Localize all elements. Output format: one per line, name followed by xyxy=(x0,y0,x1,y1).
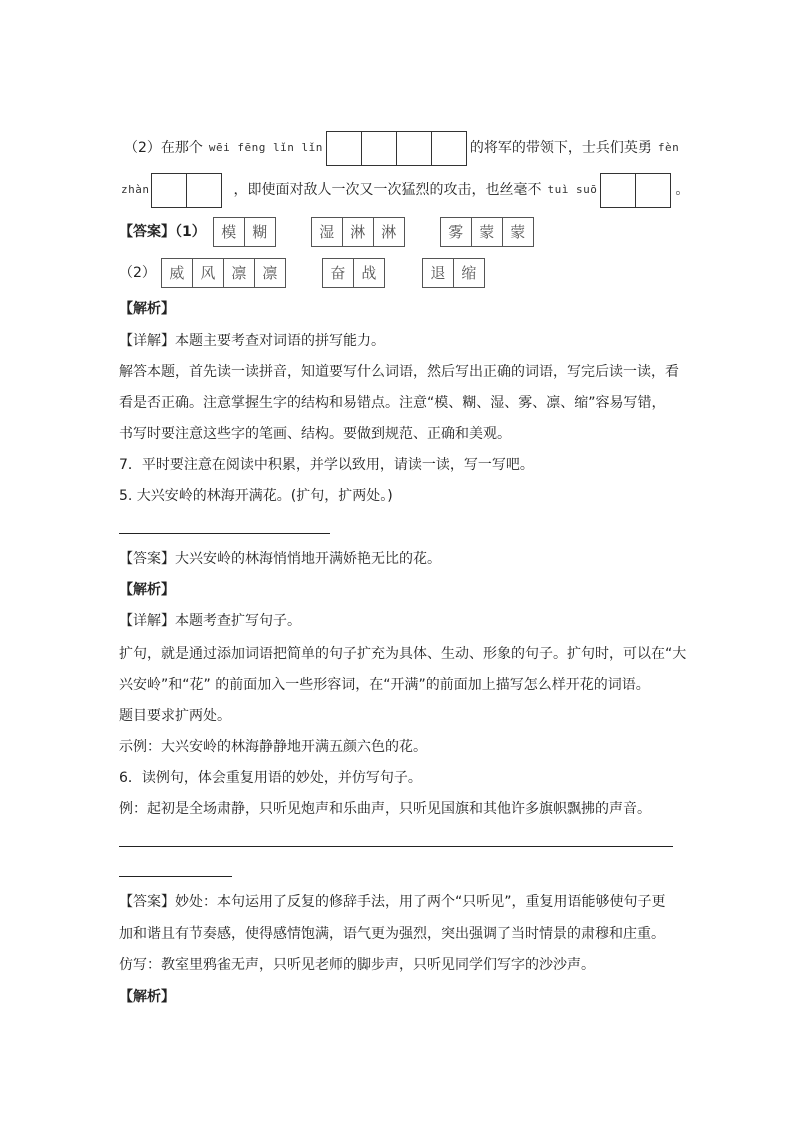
answer-2-group-1 xyxy=(162,258,286,288)
answer-6c: 仿写：教室里鸦雀无声，只听见老师的脚步声，只听见同学们写字的沙沙声。 xyxy=(119,957,595,973)
answer-char: 奋 xyxy=(322,258,354,288)
answer-1-row xyxy=(119,216,534,247)
answer-box[interactable] xyxy=(635,173,671,208)
answer-boxes-4[interactable] xyxy=(327,131,467,166)
explain-1b: 看是否正确。注意掌握生字的结构和易错点。注意“模、糊、湿、雾、凛、缩”容易写错， xyxy=(119,395,666,411)
analysis-heading-3: 【解析】 xyxy=(119,989,175,1005)
question-5: 5. 大兴安岭的林海开满花。(扩句，扩两处。) xyxy=(119,488,393,504)
question-2-prefix: （2）在那个 xyxy=(124,140,203,156)
answer-1-group-1 xyxy=(214,217,276,247)
pinyin-wei-feng-lin-lin: wēi fēng lǐn lǐn xyxy=(208,141,323,154)
pinyin-fen: fèn xyxy=(657,141,680,154)
pinyin-tui-suo: tuì suō xyxy=(547,183,598,196)
answer-box[interactable] xyxy=(431,131,467,166)
answer-char: 退 xyxy=(422,258,454,288)
answer-2-label: （2） xyxy=(119,264,156,281)
question-6: 6．读例句，体会重复用语的妙处，并仿写句子。 xyxy=(119,770,422,786)
analysis-heading-1: 【解析】 xyxy=(119,301,175,317)
explain-1a: 解答本题，首先读一读拼音，知道要写什么词语，然后写出正确的词语，写完后读一读，看 xyxy=(119,364,679,380)
explain-2c: 题目要求扩两处。 xyxy=(119,708,231,724)
answer-1-group-3 xyxy=(441,217,534,247)
question-6-example: 例：起初是全场肃静，只听见炮声和乐曲声，只听见国旗和其他许多旗帜飘拂的声音。 xyxy=(119,801,651,817)
answer-char: 凛 xyxy=(254,258,286,288)
answer-char: 雾 xyxy=(440,217,472,247)
analysis-heading-2: 【解析】 xyxy=(119,582,175,598)
pinyin-zhan: zhàn xyxy=(121,183,150,196)
answer-char: 淋 xyxy=(373,217,405,247)
question-2-line1 xyxy=(124,130,679,166)
answer-char: 风 xyxy=(192,258,224,288)
answer-1-group-2 xyxy=(312,217,405,247)
answer-char: 蒙 xyxy=(502,217,534,247)
answer-char: 威 xyxy=(161,258,193,288)
answer-2-group-2 xyxy=(323,258,385,288)
answer-line-6b[interactable] xyxy=(119,876,232,877)
answer-char: 模 xyxy=(213,217,245,247)
question-7: 7．平时要注意在阅读中积累，并学以致用，请读一读，写一写吧。 xyxy=(119,457,534,473)
answer-line-6a[interactable] xyxy=(119,846,673,847)
question-2-end: 。 xyxy=(675,182,690,198)
answer-box[interactable] xyxy=(600,173,636,208)
answer-box[interactable] xyxy=(151,173,187,208)
explain-1c: 书写时要注意这些字的笔画、结构。要做到规范、正确和美观。 xyxy=(119,426,511,442)
answer-1-label: 【答案】（1） xyxy=(119,223,206,240)
explain-2a: 扩句，就是通过添加词语把简单的句子扩充为具体、生动、形象的句子。扩句时，可以在“大 xyxy=(119,646,687,662)
answer-char: 淋 xyxy=(342,217,374,247)
answer-6a: 【答案】妙处：本句运用了反复的修辞手法，用了两个“只听见”，重复用语能够使句子更 xyxy=(119,894,666,910)
answer-char: 缩 xyxy=(453,258,485,288)
answer-char: 战 xyxy=(353,258,385,288)
answer-char: 蒙 xyxy=(471,217,503,247)
answer-boxes-2b[interactable] xyxy=(601,173,671,208)
question-2-line2 xyxy=(121,172,689,208)
answer-char: 糊 xyxy=(244,217,276,247)
answer-box[interactable] xyxy=(186,173,222,208)
answer-6b: 加和谐且有节奏感，使得感情饱满，语气更为强烈，突出强调了当时情景的肃穆和庄重。 xyxy=(119,926,665,942)
answer-2-group-3 xyxy=(423,258,485,288)
answer-5: 【答案】大兴安岭的林海悄悄地开满娇艳无比的花。 xyxy=(119,551,441,567)
answer-boxes-2[interactable] xyxy=(152,173,222,208)
question-2-mid: 的将军的带领下，士兵们英勇 xyxy=(469,140,652,156)
answer-2-row xyxy=(119,257,485,288)
answer-char: 湿 xyxy=(311,217,343,247)
detail-2: 【详解】本题考查扩写句子。 xyxy=(119,613,301,629)
explain-2b: 兴安岭”和“花” 的前面加入一些形容词，在“开满”的前面加上描写怎么样开花的词语。 xyxy=(119,677,650,693)
answer-line-5[interactable] xyxy=(119,533,330,534)
answer-char: 凛 xyxy=(223,258,255,288)
question-2-mid2: ，即使面对敌人一次又一次猛烈的攻击，也丝毫不 xyxy=(233,182,542,198)
detail-1: 【详解】本题主要考查对词语的拼写能力。 xyxy=(119,333,385,349)
answer-box[interactable] xyxy=(326,131,362,166)
answer-box[interactable] xyxy=(361,131,397,166)
answer-box[interactable] xyxy=(396,131,432,166)
example-2: 示例：大兴安岭的林海静静地开满五颜六色的花。 xyxy=(119,739,427,755)
